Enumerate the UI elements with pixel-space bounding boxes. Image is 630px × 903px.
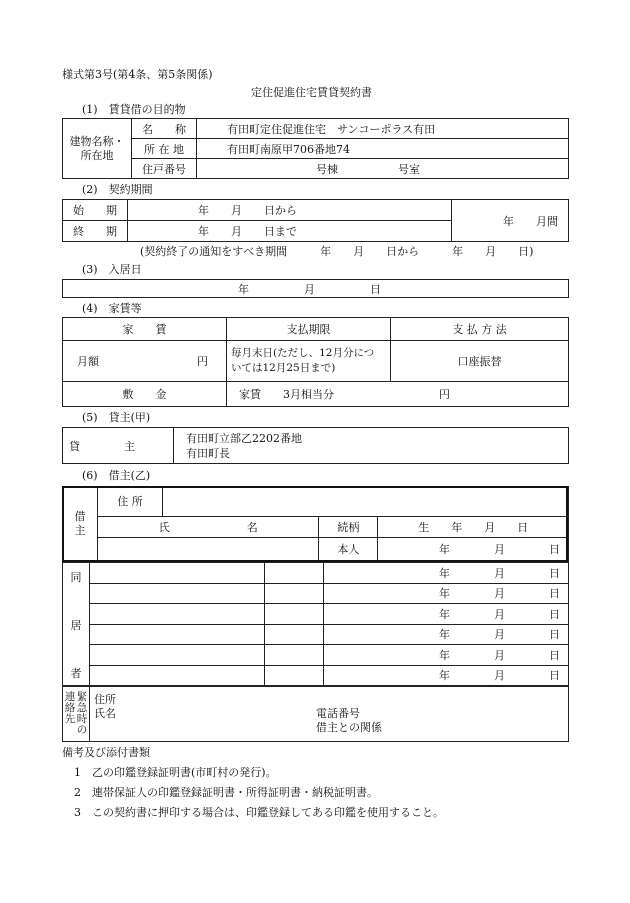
cohabitant-relation[interactable] [265,624,324,645]
lessor-address: 有田町立部乙2202番地 [186,431,302,445]
cohabitant-table [62,562,569,686]
cohabitant-relation[interactable] [265,645,324,666]
cohabitant-label-char-3: 者 [70,667,82,680]
cohabitant-name[interactable] [90,604,265,625]
unit-building: 号棟 [316,162,338,176]
section-4-heading: (4) 家賃等 [82,302,142,315]
cohabitant-birthdate: 年 月 日 [324,645,569,666]
cohabitant-birthdate: 年 月 日 [324,563,569,584]
end-label: 終 期 [63,221,128,242]
start-label: 始 期 [63,200,128,221]
cohabitant-relation[interactable] [265,604,324,625]
method-header: 支 払 方 法 [391,318,569,341]
section-5-heading: (5) 貸主(甲) [82,411,151,424]
cohabitant-birthdate: 年 月 日 [324,604,569,625]
tenant-name-value[interactable] [98,537,319,561]
emergency-phone-label: 電話番号 [316,707,360,720]
cohabitant-birthdate: 年 月 日 [324,583,569,604]
unit-room: 号室 [398,162,420,176]
deposit-value: 家賃 3月相当分 円 [227,381,569,406]
cohabitant-name[interactable] [90,665,265,686]
emergency-value [90,687,569,742]
start-value: 年 月 日から [128,200,452,221]
cohabitant-row [63,604,569,625]
cohabitant-row [63,583,569,604]
monthly-rent: 月額 円 [63,341,227,381]
lessor-value [174,428,569,464]
move-in-table [62,279,569,298]
address-value: 有田町南原甲706番地74 [197,139,569,159]
unit-label: 住戸番号 [132,159,197,179]
note-item-3: 3 この契約書に押印する場合は、印鑑登録してある印鑑を使用すること。 [74,806,444,819]
rent-header: 家 賃 [63,318,227,341]
tenant-address-label: 住 所 [98,487,163,517]
cohabitant-birthdate: 年 月 日 [324,665,569,686]
deposit-label: 敷 金 [63,381,227,406]
cohabitant-name[interactable] [90,624,265,645]
address-label: 所 在 地 [132,139,197,159]
form-code: 様式第3号(第4条、第5条関係) [62,68,213,81]
duration-value: 年 月間 [452,200,569,242]
cohabitant-relation[interactable] [265,583,324,604]
property-table [62,118,569,179]
tenant-birthdate-value: 年 月 日 [378,537,569,561]
lessor-name: 有田町長 [186,446,230,460]
cohabitant-row [63,665,569,686]
cohabitant-name[interactable] [90,645,265,666]
name-column-header: 氏 名 [98,516,319,537]
rent-table [62,317,569,407]
cohabitant-row [63,645,569,666]
cohabitant-name[interactable] [90,563,265,584]
cohabitant-relation[interactable] [265,563,324,584]
cohabitant-row [63,624,569,645]
due-value: 毎月末日(ただし、12月分につ いては12月25日まで) [227,341,391,381]
emergency-label [63,692,89,736]
cohabitant-name[interactable] [90,583,265,604]
section-3-heading: (3) 入居日 [82,263,142,276]
emergency-label-cell [63,687,90,742]
relation-column-header: 続柄 [319,516,378,537]
contract-period-table [62,199,569,242]
cohabitant-row [63,563,569,584]
emergency-label-col2: 連 絡 先 [64,691,76,725]
cohabitant-relation[interactable] [265,665,324,686]
birthdate-column-header: 生 年 月 日 [378,516,569,537]
cohabitant-label-char-1: 同 [70,571,82,584]
move-in-value: 年 月 日 [63,280,569,298]
emergency-name-label: 氏名 [94,707,116,720]
due-header: 支払期限 [227,318,391,341]
method-value: 口座振替 [391,341,569,381]
section-1-heading: (1) 賃貸借の目的物 [82,103,186,116]
section-6-heading: (6) 借主(乙) [82,469,151,482]
tenant-address-value[interactable] [163,487,569,517]
lessor-label: 貸 主 [63,428,174,464]
lessor-table [62,427,569,464]
page-title: 定住促進住宅賃貸契約書 [251,86,372,99]
emergency-address-label: 住所 [94,693,116,706]
tenant-table [62,486,569,562]
end-value: 年 月 日まで [128,221,452,242]
name-label: 名 称 [132,119,197,139]
cohabitant-label-char-2: 居 [70,619,82,632]
emergency-table [62,686,569,742]
notes-heading: 備考及び添付書類 [62,746,150,759]
building-label: 建物名称・ 所在地 [63,119,132,179]
cohabitant-birthdate: 年 月 日 [324,624,569,645]
section-2-heading: (2) 契約期間 [82,183,153,196]
tenant-relation-value: 本人 [319,537,378,561]
notice-period: (契約終了の通知をすべき期間 年 月 日から 年 月 日) [140,245,534,258]
emergency-relation-label: 借主との関係 [316,721,382,734]
cohabitant-label [63,563,90,686]
note-item-1: 1 乙の印鑑登録証明書(市町村の発行)。 [74,766,277,779]
tenant-label: 借 主 [63,487,98,562]
name-value: 有田町定住促進住宅 サンコーポラス有田 [197,119,569,139]
unit-value [197,159,569,179]
emergency-label-col1: 緊 急 時 の [76,691,88,736]
emergency-right [316,707,382,735]
note-item-2: 2 連帯保証人の印鑑登録証明書・所得証明書・納税証明書。 [74,786,378,799]
